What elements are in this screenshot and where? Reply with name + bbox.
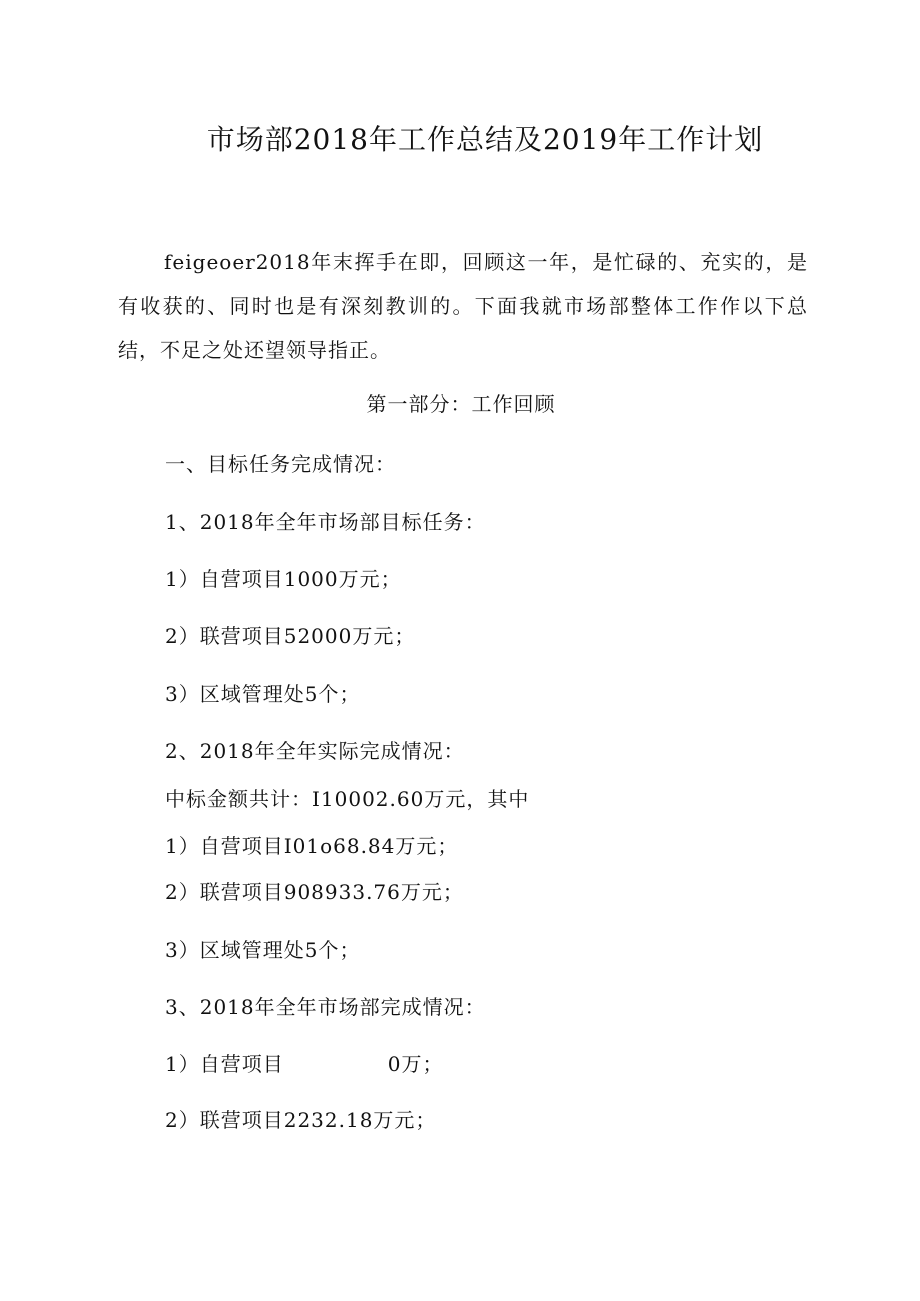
heading-2018-targets: 1、2018年全年市场部目标任务： (165, 510, 486, 534)
winning-bid-total: 中标金额共计：I10002.60万元，其中 (165, 787, 530, 811)
section-heading: 第一部分：工作回顾 (366, 392, 556, 416)
list-item-joint-dept: 2）联营项目2232.18万元； (165, 1108, 437, 1132)
heading-2018-actual: 2、2018年全年实际完成情况： (165, 739, 465, 763)
document-title: 市场部2018年工作总结及2019年工作计划 (206, 123, 764, 156)
list-item-self-operated-target: 1）自营项目1000万元； (165, 567, 402, 591)
self-operated-label: 1）自营项目 (165, 1052, 284, 1076)
list-item-joint-actual: 2）联营项目908933.76万元； (165, 880, 464, 904)
self-operated-value: 0万； (387, 1052, 444, 1076)
list-item-self-operated-dept (165, 1048, 443, 1077)
heading-market-dept-completion: 3、2018年全年市场部完成情况： (165, 995, 486, 1019)
intro-paragraph: feigeoer2018年末挥手在即，回顾这一年，是忙碌的、充实的，是有收获的、同时也是有深刻教训的。下面我就市场部整体工作作以下总结，不足之处还望领导指正。 (118, 250, 808, 362)
list-item-joint-target: 2）联营项目52000万元； (165, 624, 416, 648)
list-item-regional-offices-target: 3）区域管理处5个； (165, 682, 361, 706)
heading-targets-overview: 一、目标任务完成情况： (165, 452, 396, 476)
list-item-regional-offices-actual: 3）区域管理处5个； (165, 938, 361, 962)
list-item-self-operated-actual: 1）自营项目I01o68.84万元； (165, 834, 459, 858)
